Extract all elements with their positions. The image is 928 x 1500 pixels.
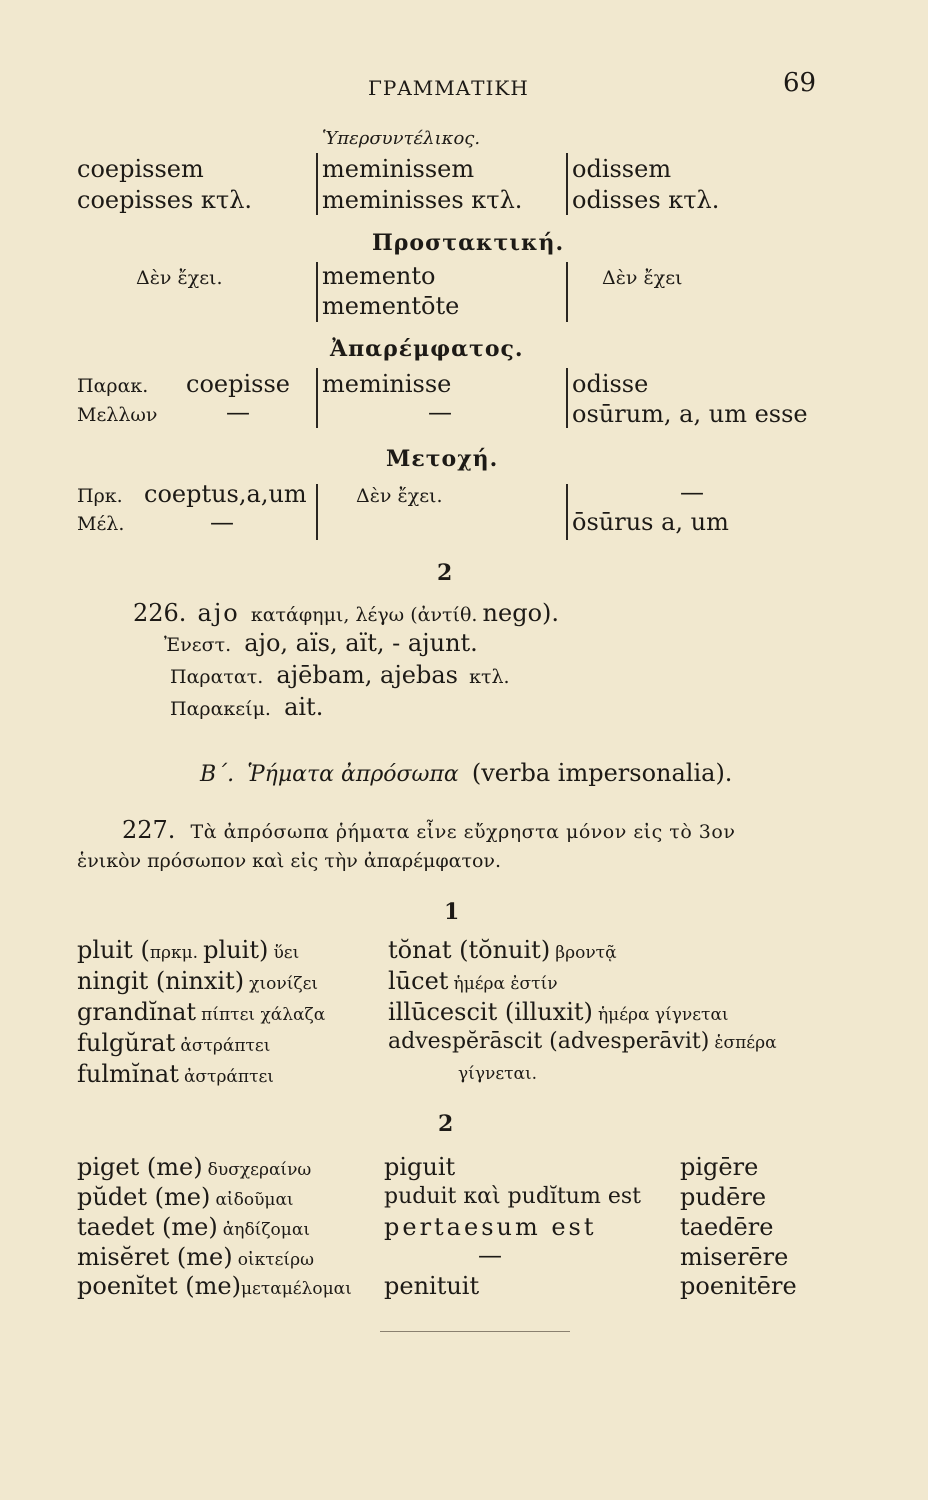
osurum-esse: osūrum, a, um esse — [572, 400, 808, 428]
para-227-text-2: ἑνικὸν πρόσωπον καὶ εἰς τὴν ἀπαρέμφατον. — [77, 850, 502, 872]
perfect-form: ait. — [284, 693, 324, 721]
pluit: pluit ( — [77, 936, 150, 964]
imperative-none-1: Δὲν ἔχει. — [136, 267, 223, 289]
fulgurat-row — [77, 1031, 270, 1055]
penituit: penituit — [384, 1272, 480, 1300]
section-b-heading — [200, 761, 732, 786]
table-rule — [316, 153, 318, 215]
meminisse: meminisse — [322, 370, 452, 398]
ajo-line — [133, 601, 559, 625]
participle-dash-3: — — [680, 478, 704, 506]
imperative-heading: Προστακτική. — [372, 230, 565, 256]
fulminat-row — [77, 1062, 274, 1086]
impersonal-verbs-greek: Ῥήματα ἀπρόσωπα — [247, 762, 459, 787]
imperfect-forms: ajēbam, ajebas — [276, 661, 458, 689]
imperfect-line — [170, 663, 510, 687]
mementote: mementōte — [322, 292, 460, 320]
perfect-abbrev: πρκμ. — [149, 943, 199, 963]
infinitive-heading: Ἀπαρέμφατος. — [330, 336, 524, 362]
para-227-text-1: Τὰ ἀπρόσωπα ῥήματα εἶνε εὔχρηστα μόνον εἰς τὸ 3ον — [190, 821, 736, 843]
lucet-row — [388, 969, 558, 993]
ningit-row — [77, 969, 318, 993]
section-letter: Β΄. — [200, 762, 235, 787]
imperative-none-3: Δὲν ἔχει — [602, 267, 683, 289]
taedet-gloss: ἀηδίζομαι — [222, 1220, 310, 1240]
running-head: ΓΡΑΜΜΑΤΙΚΗ — [368, 76, 529, 100]
memento: memento — [322, 262, 436, 290]
coeptus: coeptus,a,um — [144, 480, 307, 508]
participle-heading: Μετοχή. — [386, 446, 499, 472]
puduit: puduit καὶ pudĭtum est — [384, 1184, 641, 1209]
miseret-gloss: οἰκτείρω — [237, 1250, 314, 1270]
nego: nego). — [482, 599, 560, 627]
present-line — [164, 631, 478, 655]
fulminat: fulmĭnat — [77, 1060, 179, 1088]
footer-rule — [380, 1331, 570, 1332]
illucescit-gloss: ἡμέρα γίγνεται — [598, 1005, 729, 1025]
illucescit-row — [388, 1000, 729, 1024]
pertaesum-est: pertaesum est — [384, 1213, 597, 1241]
piget-gloss: δυσχεραίνω — [207, 1160, 312, 1180]
piget-row — [77, 1155, 311, 1179]
label-future-participle: Μέλ. — [77, 513, 125, 535]
illucescit: illūcescit (illuxit) — [388, 998, 593, 1026]
future-dash-1: — — [226, 398, 250, 426]
para-227-line1 — [122, 818, 735, 842]
table-rule — [566, 368, 568, 428]
ajo: ajo — [197, 599, 240, 627]
advesperascit-row — [388, 1031, 777, 1053]
label-future: Μελλων — [77, 404, 158, 426]
pudere: pudēre — [680, 1183, 767, 1211]
future-dash-2: — — [428, 398, 452, 426]
piguit: piguit — [384, 1153, 456, 1181]
table-rule — [316, 368, 318, 428]
odisses: odisses κτλ. — [572, 186, 720, 214]
coepissem: coepissem — [77, 155, 204, 183]
taedet: taedet (me) — [77, 1213, 218, 1241]
page-number: 69 — [783, 68, 817, 98]
pudet-gloss: αἰδοῦμαι — [215, 1190, 294, 1210]
ningit: ningit (ninxit) — [77, 967, 245, 995]
miserere: miserēre — [680, 1243, 789, 1271]
coepisse: coepisse — [186, 370, 290, 398]
grandinat: grandĭnat — [77, 998, 197, 1026]
advesperascit-gloss-cont: γίγνεται. — [458, 1064, 538, 1084]
ningit-gloss: χιονίζει — [249, 974, 319, 994]
pudet: pŭdet (me) — [77, 1183, 211, 1211]
table-rule — [316, 484, 318, 540]
tonat-row — [388, 938, 617, 962]
poenitere: poenitēre — [680, 1272, 797, 1300]
ajo-gloss: κατάφημι, λέγω (ἀντίθ. — [250, 604, 478, 626]
present-forms: ajo, aïs, aït, - ajunt. — [244, 629, 478, 657]
group-number-1: 1 — [444, 899, 460, 925]
taedere: taedēre — [680, 1213, 774, 1241]
pluit-perfect: pluit) — [203, 936, 269, 964]
poenitet-gloss: μεταμέλομαι — [240, 1279, 352, 1299]
paragraph-number-227: 227. — [122, 816, 176, 844]
label-imperfect: Παρατατ. — [170, 666, 264, 688]
table-rule — [566, 484, 568, 540]
lucet: lūcet — [388, 967, 449, 995]
osurus: ōsūrus a, um — [572, 508, 729, 536]
label-perfect-tense: Παρακείμ. — [170, 698, 271, 720]
impersonal-verbs-latin: (verba impersonalia). — [471, 759, 733, 787]
paragraph-number-226: 226. — [133, 599, 187, 627]
section-number-2: 2 — [437, 560, 453, 586]
tonat: tŏnat (tŏnuit) — [388, 936, 551, 964]
fulminat-gloss: ἀστράπτει — [183, 1067, 274, 1087]
table-rule — [316, 262, 318, 322]
miseret: misĕret (me) — [77, 1243, 233, 1271]
table-rule — [566, 262, 568, 322]
lucet-gloss: ἡμέρα ἐστίν — [453, 974, 558, 994]
fulgurat-gloss: ἀστράπτει — [180, 1036, 271, 1056]
participle-dash-1: — — [210, 508, 234, 536]
fulgurat: fulgŭrat — [77, 1029, 176, 1057]
advesperascit: advespĕrāscit (advesperāvit) — [388, 1029, 710, 1054]
label-present: Ἐνεστ. — [164, 634, 232, 656]
grandinat-row — [77, 1000, 325, 1024]
miseret-dash: — — [478, 1241, 502, 1269]
meminisses: meminisses κτλ. — [322, 186, 523, 214]
piget: piget (me) — [77, 1153, 203, 1181]
poenitet-row — [77, 1274, 352, 1298]
group-number-2: 2 — [438, 1111, 454, 1137]
tonat-gloss: βροντᾷ — [555, 943, 617, 963]
poenitet: poenĭtet (me) — [77, 1272, 241, 1300]
grandinat-gloss: πίπτει χάλαζα — [201, 1005, 326, 1025]
label-perfect: Παρακ. — [77, 375, 149, 397]
miseret-row — [77, 1245, 314, 1269]
pudet-row — [77, 1185, 294, 1209]
pluit-row — [77, 938, 299, 962]
odisse: odisse — [572, 370, 649, 398]
table-rule — [566, 153, 568, 215]
advesperascit-gloss: ἑσπέρα — [714, 1033, 777, 1053]
etc: κτλ. — [469, 666, 510, 688]
odissem: odissem — [572, 155, 672, 183]
pluit-gloss: ὕει — [273, 943, 300, 963]
pluperfect-heading: Ὑπερσυντέλικος. — [322, 128, 481, 149]
pigere: pigēre — [680, 1153, 759, 1181]
taedet-row — [77, 1215, 310, 1239]
perfect-line — [170, 695, 323, 719]
participle-none: Δὲν ἔχει. — [356, 485, 443, 507]
label-perfect-participle: Πρκ. — [77, 485, 123, 507]
meminissem: meminissem — [322, 155, 475, 183]
coepisses: coepisses κτλ. — [77, 186, 253, 214]
